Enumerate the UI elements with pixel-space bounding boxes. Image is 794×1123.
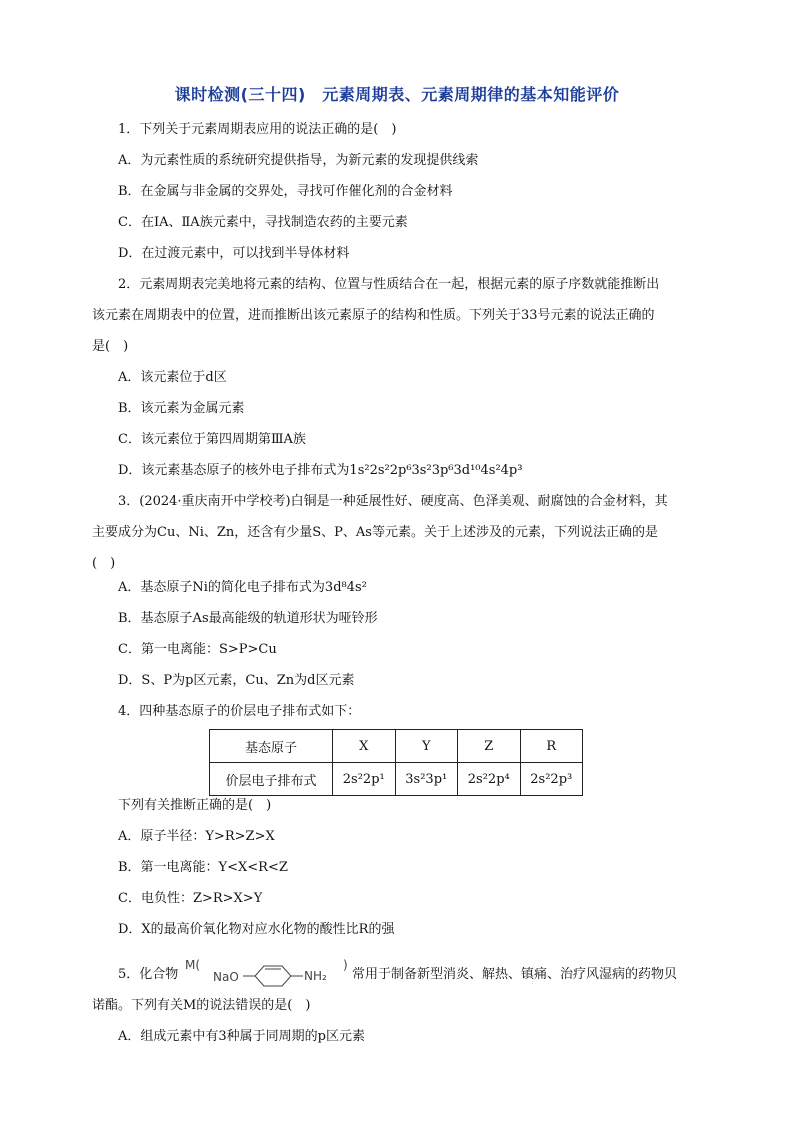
table-header-cell: 基态原子 [210,730,333,763]
q1-option-b: B．在金属与非金属的交界处，寻找可作催化剂的合金材料 [118,184,453,199]
q3-option-c: C．第一电离能：S>P>Cu [118,642,277,657]
q1-option-c: C．在ⅠA、ⅡA族元素中，寻找制造农药的主要元素 [118,215,408,230]
q5-prefix: 5．化合物 [118,967,179,982]
q4-option-c: C．电负性：Z>R>X>Y [118,891,263,906]
q3-stem-line3: ( ) [92,556,116,571]
q4-option-a: A．原子半径：Y>R>Z>X [118,829,275,844]
q1-option-a: A．为元素性质的系统研究提供指导，为新元素的发现提供线索 [118,153,479,168]
compound-structure [185,957,355,987]
structure-nao-label: NaO [213,970,239,984]
table-cell: 2s²2p¹ [333,763,396,796]
q2-stem-line3: 是( ) [92,339,129,354]
q3-option-a: A．基态原子Ni的简化电子排布式为3d⁸4s² [118,580,367,595]
table-cell: 2s²2p³ [520,763,583,796]
q3-option-b: B．基态原子As最高能级的轨道形状为哑铃形 [118,611,378,626]
electron-config-table [209,729,583,796]
q1-option-d: D．在过渡元素中，可以找到半导体材料 [118,246,350,261]
table-cell: 2s²2p⁴ [458,763,521,796]
q2-option-b: B．该元素为金属元素 [118,401,245,416]
table-row [210,763,583,796]
table-header-cell: X [333,730,396,763]
table-header-cell: Y [395,730,458,763]
table-header-cell: R [520,730,583,763]
structure-nh2-label: NH₂ [304,969,327,983]
q4-option-d: D．X的最高价氧化物对应水化物的酸性比R的强 [118,922,395,937]
table-cell: 价层电子排布式 [210,763,333,796]
q2-stem-line1: 2．元素周期表完美地将元素的结构、位置与性质结合在一起，根据元素的原子序数就能推断出 [118,277,660,292]
q4-after-table: 下列有关推断正确的是( ) [118,798,272,813]
structure-close-paren: ) [343,958,348,972]
table-header-row [210,730,583,763]
q3-stem-line2: 主要成分为Cu、Ni、Zn，还含有少量S、P、As等元素。关于上述涉及的元素，下列说法正确的是 [92,525,658,540]
table-cell: 3s²3p¹ [395,763,458,796]
structure-m-label: M( [185,958,201,972]
q3-option-d: D．S、P为p区元素，Cu、Zn为d区元素 [118,673,355,688]
q2-stem-line2: 该元素在周期表中的位置，进而推断出该元素原子的结构和性质。下列关于33号元素的说法正确的 [92,308,655,323]
q5-stem-suffix: 常用于制备新型消炎、解热、镇痛、治疗风湿病的药物贝 [352,967,678,982]
q2-option-d: D．该元素基态原子的核外电子排布式为1s²2s²2p⁶3s²3p⁶3d¹⁰4s²4p³ [118,463,523,478]
q1-stem: 1．下列关于元素周期表应用的说法正确的是( ) [118,122,397,137]
structure-diagram [185,957,355,987]
q2-option-c: C．该元素位于第四周期第ⅢA族 [118,432,306,447]
page-title: 课时检测(三十四) 元素周期表、元素周期律的基本知能评价 [174,85,620,104]
q5-stem-line2: 诺酯。下列有关M的说法错误的是( ) [92,998,311,1013]
q5-option-a: A．组成元素中有3种属于同周期的p区元素 [118,1029,365,1044]
q2-option-a: A．该元素位于d区 [118,370,227,385]
table-header-cell: Z [458,730,521,763]
q4-stem: 4．四种基态原子的价层电子排布式如下： [118,704,361,719]
q3-stem-line1: 3．(2024·重庆南开中学校考)白铜是一种延展性好、硬度高、色泽美观、耐腐蚀的合金材料，其 [118,494,668,509]
q4-option-b: B．第一电离能：Y<X<R<Z [118,860,288,875]
